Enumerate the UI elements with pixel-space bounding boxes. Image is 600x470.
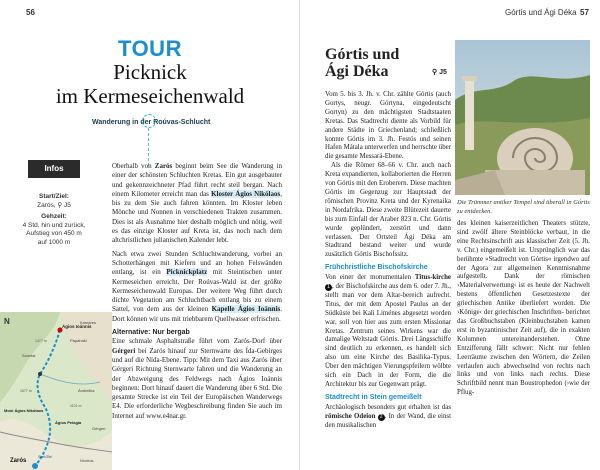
map-ref-badge: 2 — [378, 414, 385, 421]
map-marker-kloster — [38, 372, 42, 376]
text-run: Archäologisch besonders gut erhalten ist das — [325, 403, 451, 411]
map-label: 1677 m — [20, 389, 32, 393]
text-run: , der Bischofskirche aus dem 6. oder 7. Jh., stellt man vor dem Altar-bereich aufrecht. Titus, der mit dem Apostel Paulus an der Südküste bei Kali Liménes abgesetzt worden war, soll von hier aus zum ersten Missionar Kretas. Zentrum seines Wirkens war die damalige Weltstadt Górtis. Drei Längsschiffe sind deutlich zu erkennen, es handelt sich also um eine Kirche des Basilika-Typus. Über den mächtigen Vierungspfeilern wölbte sich ein Dach in der Form, die die Architektur bis zur Gegenwart prägt. — [325, 283, 451, 388]
route-circle-marker — [142, 114, 156, 128]
route-prefix: Wanderung in der — [92, 119, 154, 126]
map-label: Kamáres — [80, 320, 97, 325]
tour-map — [0, 312, 112, 470]
paragraph — [112, 250, 282, 324]
text-run: Nach etwa zwei Stunden Schluchtwanderung, vorbei an Schotterhängen mit Kiefern und an hohen Felswänden entlang, ist ein — [112, 249, 282, 277]
text-run: . In der Wand, die einst den musikalischen — [325, 412, 451, 429]
article-column-2 — [457, 220, 590, 398]
text-run: mit Steintischen unter Kermeseichen erreicht. Der Roúvas-Wald ist der größte Kermeseichenwald Europas. Der weitere Weg führt durch dichte Vegetation am Schluchtbach entlang bis zu einem Sattel, von dem aus der kleinen — [112, 268, 282, 314]
paragraph — [325, 404, 451, 431]
pin-icon: ⚲ — [57, 201, 63, 209]
start-value: Zarós, — [37, 201, 56, 209]
page-number-left: 56 — [26, 8, 35, 17]
map-label: Ámbelika — [78, 388, 95, 393]
grid-reference — [432, 68, 447, 76]
text-run: bei Zarós hinauf zur Sternwarte des Ída-Gebirges und auf die Nída-Ebene. Tipp: Mit dem Taxi aus Zarós über Gérgeri Richtung Sternwarte fahren und die Wanderung an der Abzweigung des Feldwegs nach Ágios Ioánnis beginnen: Dort hinauf dauert die Wanderung über 6 Std. Die gesamte Strecke ist ein Teil der Europäischen Wanderwegs E4. Die erforderliche Wegbeschreibung finden Sie auch im Internet auf www.e4nar.gr. — [112, 346, 282, 420]
map-label: 1101 m — [70, 404, 82, 408]
map-label: Pápahaki — [70, 338, 87, 343]
ruins-photo — [455, 40, 590, 195]
text-run: beginnt beim See die Wanderung in einer der schönsten Schluchten Kretas. Ein gut ausgebauter und gekennzeichneter Pfad führt recht steil bergan. Nach einem Kilometer erreicht man das — [112, 162, 283, 198]
map-label: 1477 m — [35, 339, 47, 343]
text-run: Von einer der monumentalen — [325, 274, 415, 282]
map-label: Start/Ziel — [38, 455, 53, 459]
tour-title-line1: Picknick — [113, 60, 187, 84]
pin-icon: ⚲ — [432, 69, 438, 76]
section-title — [325, 46, 399, 80]
tour-title — [0, 60, 300, 108]
paragraph — [112, 337, 282, 421]
place-tituskirche: Titus-kirche — [414, 274, 451, 282]
section-title-line2: Ági Déka — [325, 63, 389, 80]
start-grid: J5 — [63, 201, 71, 209]
paragraph: Als die Römer 68–66 v. Chr. auch nach Kreta expandierten, kollaborierten die Herren von Górtis mit den Eroberern. Diese machten Górtis im Gegenzug zur Hauptstadt der römischen Provinz Kreta und der Kyrenaika in Nordafrika. Diese zweite Blütezeit dauerte bis zum Einfall der Araber 823 n. Chr. Górtis wurde geplündert, zerstört und dann verlassen. Der Ortsteil Ági Déka am Stadtrand bestand weiter und wurde zusätzlich Górtis Bischofssitz. — [325, 162, 451, 259]
place-odeion: römische Odeion — [325, 412, 376, 420]
map-label: Nívritos — [80, 458, 94, 463]
map-label: Somási — [22, 353, 36, 358]
place-kapelle: Kapelle Ágios Ioánnis — [211, 305, 281, 314]
subheading: Frühchristliche Bischofskirche — [325, 264, 428, 272]
route-highlight: Roúvas-Schlucht — [153, 119, 211, 126]
place-gergeri: Gérgeri — [112, 346, 136, 355]
alternative-heading: Alternative: Nur bergab — [112, 329, 190, 337]
paragraph: des kleinen kaiserzeitlichen Theaters stützte, sind zwölf ältere Steinblöcke verbaut, in die eine Rechtsinschrift aus klassischer Zeit (5. Jh. v. Chr.) eingemeißelt ist. Ursprünglich war das berühmte »Stadtrecht von Górtis« irgendwo auf der Agora zur allgemeinen Kenntnisnahme aufgestellt. Dank der römischen ›Materialverwertung‹ ist es heute der Nachwelt bestens öffentlichen Gesetzestexte der griechischen Antike überliefert worden. Die ›Könige‹ der griechischen Inschriften- berichtet das Großbuchstaben (Kleinbuchstaben kamen erst in byzantinischer Zeit auf), die in exakten Kolumnen untereinanderstehen. Ohne Entzifferung fällt schwer: Nicht nur fehlen Leerräume zwischen den Wörtern, die Zeilen verlaufen auch abwechselnd von rechts nach links und von links nach rechts. Diese Schriftbild nennt man Boustrophedon (›wie der Pflug- — [457, 220, 590, 397]
tour-title-line2: im Kermeseichenwald — [55, 84, 245, 108]
map-marker-start — [32, 463, 38, 469]
place-picknick: Picknickplatz — [166, 268, 208, 277]
map-compass: N — [4, 317, 10, 326]
subheading: Stadtrecht in Stein gemeißelt — [325, 393, 422, 401]
start-label: Start/Ziel: — [39, 193, 69, 200]
map-label: Ágios Ioánnis — [62, 324, 92, 329]
place-zaros: Zarós — [154, 162, 173, 170]
infos-sidebar — [22, 190, 86, 247]
map-label: Moni Ágios Nikólaos — [4, 408, 44, 413]
article-column-1 — [325, 91, 451, 431]
map-label: Gérgeri — [92, 426, 106, 431]
tour-label: TOUR — [118, 36, 182, 61]
right-page — [300, 0, 600, 470]
photo-capital — [462, 76, 477, 81]
section-title-line1: Górtis und — [325, 46, 400, 63]
page-number-right: 57 — [580, 8, 589, 17]
text-run: Oberhalb von — [112, 162, 155, 170]
photo-caption: Die Trümmer antiker Tempel sind überall in Górtis zu entdecken. — [457, 199, 590, 215]
text-run: Eine schmale Asphaltstraße führt vom Zarós-Dorf über — [112, 337, 282, 346]
text-run: . Dort können wir uns mit triebbarem Quellwasser erfrischen. — [112, 305, 282, 323]
tour-body-text — [112, 162, 282, 425]
photo-column — [465, 80, 474, 150]
paragraph: Vom 5. bis 3. Jh. v. Chr. zählte Górtis (auch Gortys, neugr. Górtyna, eingedeutscht Gortyn) zu den mächtigsten Stadtstaaten Kretas. Das Stadtrecht diente als Vorbild für andere Städte in Griechenland; schließlich konnte Górtis im 3. Jh. Festós und seinen Hafen Mátala unterwerfen und herrschte über die gesamte Messará-Ebene. — [325, 91, 451, 161]
grid-ref-value: J5 — [439, 69, 447, 76]
running-head: Górtis und Ági Déka — [505, 8, 577, 17]
infos-label: Infos — [28, 160, 80, 178]
map-label: Ágios Pelagía — [55, 420, 82, 425]
text-run: , bis zu dem Sie auch fahren könnten. Im Kloster leben Mönche und Nonnen in verschiedenen Trakten zusammen. Dies ist als Ausnahme hier deshalb möglich und nötig, weil es das einzige Kloster auf Kreta ist, das noch nach dem altchristlichen julianischen Kalender lebt. — [112, 189, 282, 245]
map-ref-badge: 1 — [325, 284, 332, 291]
paragraph — [325, 274, 451, 390]
place-kloster: Kloster Ágios Nikólaos — [211, 189, 281, 198]
duration-text: 4 Std. hin und zurück, Aufstieg von 450 m auf 1000 m — [22, 221, 86, 246]
route-dash-line — [148, 128, 149, 166]
duration-label: Gehzeit: — [41, 213, 67, 220]
map-label: Zarós — [10, 458, 27, 464]
paragraph — [112, 162, 282, 246]
